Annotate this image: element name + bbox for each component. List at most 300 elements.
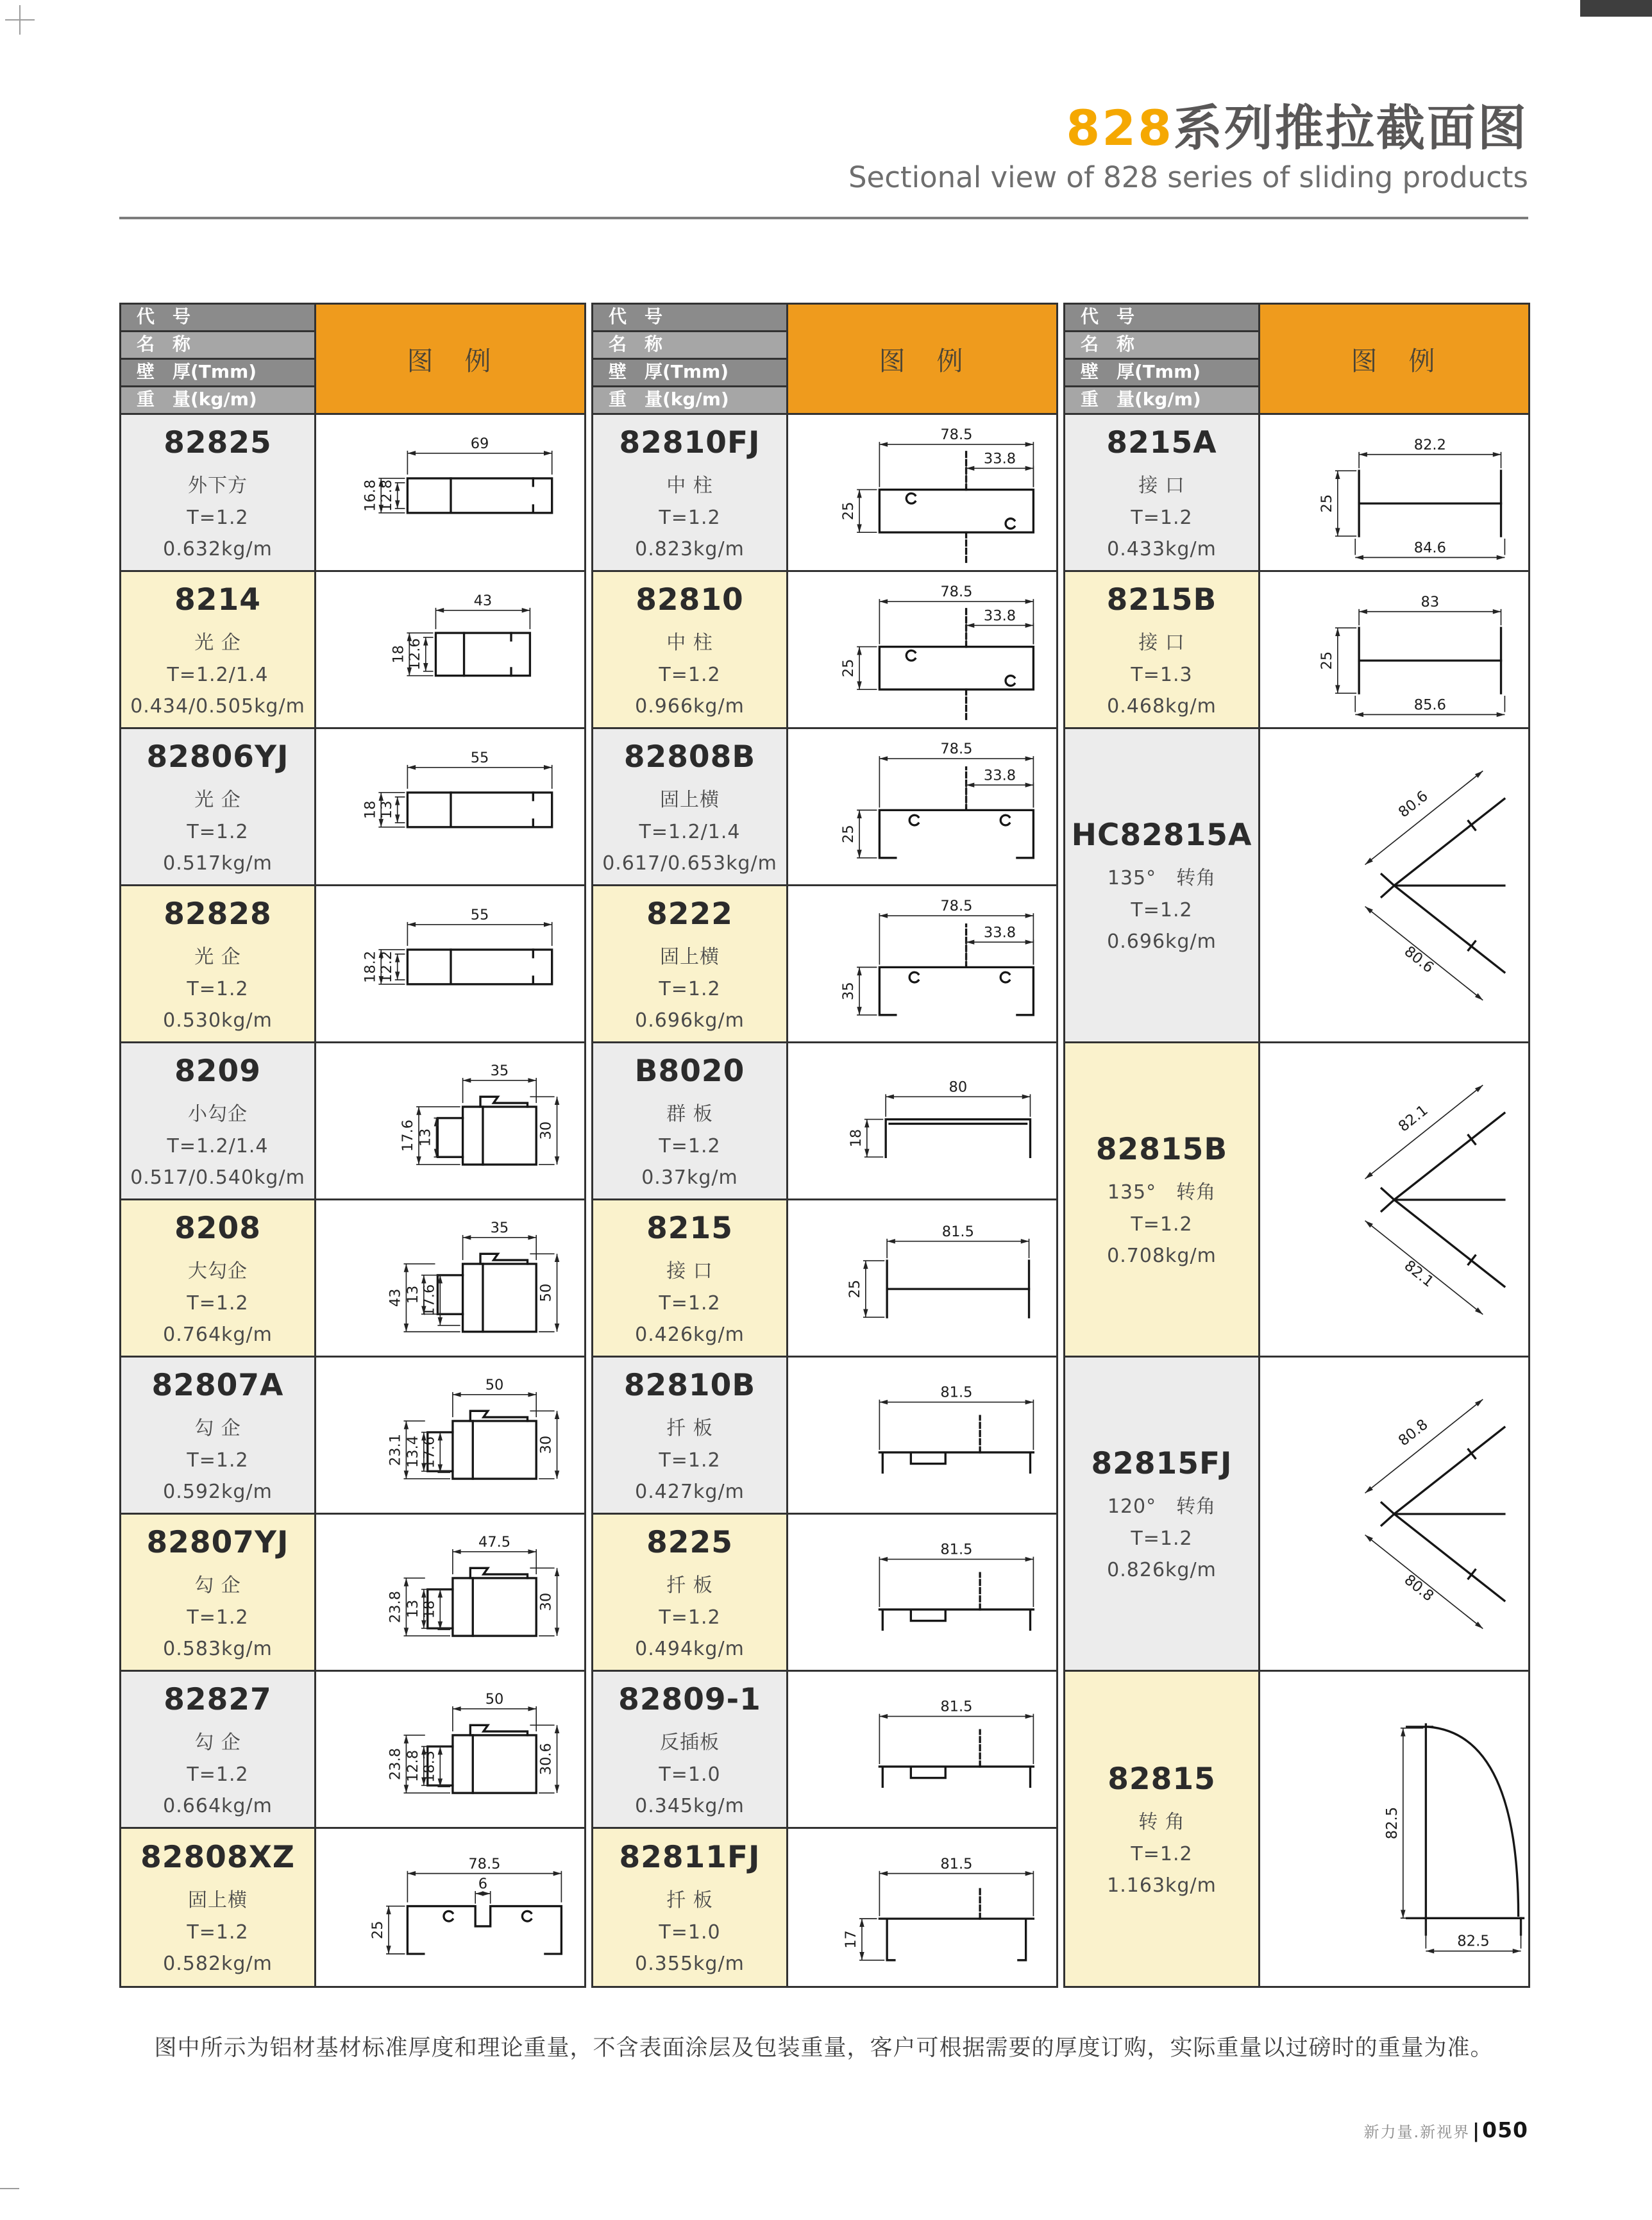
profile-thickness: T=1.2 [187,506,249,529]
dimension-label: 30.6 [537,1743,555,1776]
dimension-label: 43 [473,592,493,609]
profile-weight: 0.826kg/m [1107,1559,1217,1581]
profile-thickness: T=1.2 [659,977,721,1000]
profile-drawing [789,1044,1056,1198]
profile-name: 扦 板 [666,1889,713,1912]
profile-code: 82811FJ [619,1840,761,1875]
profile-weight: 0.617/0.653kg/m [602,852,777,875]
page-title [848,101,1528,155]
profile-name: 光 企 [194,945,241,968]
profile-code: 82806YJ [146,739,289,775]
dimension-label: 18.2 [362,950,379,983]
profile-weight: 0.696kg/m [635,1009,745,1032]
profile-label-cell [121,415,316,572]
profile-code: 8214 [174,582,261,618]
profile-thickness: T=1.2/1.4 [639,820,741,843]
profile-code: 82827 [164,1681,272,1717]
table-header-thickness: 壁 厚(Tmm) [593,360,788,387]
profile-outline [362,435,552,513]
profile-drawing [317,1831,584,1985]
profile-thickness: T=1.2 [187,1449,249,1472]
profile-thickness: T=1.2 [187,1606,249,1629]
table-header-thickness: 壁 厚(Tmm) [121,360,316,387]
dimension-label: 25 [840,659,857,678]
profile-name: 接 口 [666,1259,713,1282]
dimension-label: 23.8 [387,1747,404,1781]
dimension-label: 50 [537,1283,555,1302]
dimension-label: 17.6 [421,1436,438,1469]
profile-label-cell [1065,1672,1260,1986]
dimension-label: 35 [840,982,857,1000]
profile-code: 82825 [164,425,272,460]
profile-name: 勾 企 [194,1731,241,1754]
profile-diagram-cell [316,415,584,572]
dimension-label: 17 [843,1930,860,1949]
profile-diagram-cell [1260,415,1528,572]
profile-weight: 0.708kg/m [1107,1245,1217,1267]
profile-name: 135° 转角 [1107,867,1217,889]
profile-diagram-cell [316,886,584,1043]
profile-outline [1365,1085,1504,1315]
profile-label-cell [1065,1043,1260,1358]
dimension-label: 55 [470,906,489,923]
profile-weight: 0.632kg/m [163,537,273,560]
profile-thickness: T=1.2 [187,1291,249,1315]
crop-mark-bottom-left [0,2188,19,2189]
profile-drawing [789,1201,1056,1355]
dimension-label: 50 [485,1690,504,1708]
profile-code: 82815FJ [1091,1446,1233,1481]
profile-thickness: T=1.0 [659,1921,721,1944]
profile-outline [1384,1724,1524,1953]
dimension-label: 25 [840,501,857,521]
profile-label-cell [121,729,316,886]
profile-code: 8225 [646,1524,733,1560]
footer-brand: 新力量.新视界 [1363,2123,1471,2141]
profile-weight: 1.163kg/m [1107,1874,1217,1897]
profile-diagram-cell [788,886,1056,1043]
dimension-label: 35 [490,1062,509,1079]
dimension-label: 78.5 [940,741,973,758]
profile-diagram-cell [316,1358,584,1515]
profile-thickness: T=1.2 [659,1134,721,1157]
profile-weight: 0.37kg/m [641,1166,738,1189]
profile-weight: 0.468kg/m [1107,694,1217,718]
profile-thickness: T=1.2 [1131,1213,1193,1236]
table-header-code: 代 号 [121,305,316,332]
dimension-label: 18 [362,800,379,820]
profile-thickness: T=1.0 [659,1763,721,1786]
dimension-label: 25 [1319,494,1336,513]
dimension-label: 43 [387,1288,404,1308]
profile-thickness: T=1.2 [1131,1527,1193,1550]
profile-weight: 0.764kg/m [163,1323,273,1346]
dimension-label: 78.5 [940,426,973,444]
profile-drawing [789,573,1056,727]
profile-label-cell [121,1358,316,1515]
profile-drawing [317,1672,584,1826]
profile-outline [879,1542,1033,1630]
profile-drawing [317,573,584,727]
page-subtitle: Sectional view of 828 series of sliding products [848,160,1528,194]
dimension-label: 80.8 [1395,1415,1431,1449]
profile-diagram-cell [316,1672,584,1829]
table-header-code: 代 号 [1065,305,1260,332]
dimension-label: 33.8 [983,450,1016,467]
profile-name: 120° 转角 [1107,1495,1217,1518]
profile-thickness: T=1.2 [1131,899,1193,921]
dimension-label: 78.5 [940,898,973,915]
profile-thickness: T=1.2 [659,506,721,529]
profile-thickness: T=1.2 [659,1291,721,1315]
profile-thickness: T=1.2 [187,1921,249,1944]
dimension-label: 81.5 [940,1698,973,1715]
dimension-label: 81.5 [941,1223,974,1240]
profile-table-2 [591,303,1058,1988]
table-header-code: 代 号 [593,305,788,332]
profile-outline [879,1699,1033,1787]
profile-drawing [789,887,1056,1041]
profile-weight: 0.664kg/m [163,1794,273,1817]
profile-thickness: T=1.2 [659,1449,721,1472]
profile-label-cell [1065,415,1260,572]
dimension-label: 81.5 [940,1541,973,1558]
profile-name: 中 柱 [666,474,713,497]
profile-thickness: T=1.3 [1131,663,1193,686]
profile-name: 接 口 [1138,631,1185,654]
profile-weight: 0.966kg/m [635,694,745,718]
profile-outline [840,426,1033,562]
profile-code: 82808XZ [140,1840,295,1875]
dimension-label: 69 [470,435,489,452]
profile-thickness: T=1.2 [659,663,721,686]
profile-code: 82810FJ [619,425,761,460]
profile-label-cell [593,1358,788,1515]
dimension-label: 25 [847,1279,864,1299]
profile-diagram-cell [788,572,1056,729]
table-header-legend: 图 例 [1260,305,1528,415]
dimension-label: 33.8 [983,607,1016,625]
profile-weight: 0.426kg/m [635,1323,745,1346]
table-header-name: 名 称 [1065,332,1260,360]
profile-diagram-cell [1260,729,1528,1043]
profile-thickness: T=1.2/1.4 [167,1134,269,1157]
profile-label-cell [593,729,788,886]
profile-code: HC82815A [1071,818,1252,853]
profile-name: 勾 企 [194,1574,241,1597]
profile-label-cell [121,886,316,1043]
profile-label-cell [593,415,788,572]
profile-outline [840,584,1033,719]
profile-name: 小勾企 [188,1102,248,1125]
page-title-series-number: 828 [1066,99,1174,156]
profile-label-cell [593,1672,788,1829]
profile-tables [119,303,1530,1988]
profile-drawing [317,416,584,569]
profile-outline [387,1534,560,1636]
profile-drawing [789,730,1056,884]
page-corner-bar [1580,0,1652,17]
dimension-label: 55 [470,749,489,766]
table-header-weight: 重 量(kg/m) [1065,387,1260,415]
profile-outline [1319,437,1504,560]
profile-code: B8020 [634,1053,745,1089]
header-rule [119,217,1528,219]
profile-diagram-cell [316,1200,584,1358]
dimension-label: 13.4 [405,1435,422,1468]
table-header-weight: 重 量(kg/m) [593,387,788,415]
dimension-label: 83 [1420,593,1440,610]
profile-diagram-cell [788,1200,1056,1358]
table-header-thickness: 壁 厚(Tmm) [1065,360,1260,387]
profile-weight: 0.592kg/m [163,1480,273,1503]
profile-weight: 0.530kg/m [163,1009,273,1032]
profile-outline [362,907,552,984]
profile-thickness: T=1.2 [1131,506,1193,529]
profile-code: 8222 [646,896,733,932]
profile-diagram-cell [316,1043,584,1200]
profile-name: 反插板 [660,1731,720,1754]
profile-drawing [1261,1359,1528,1669]
profile-label-cell [593,1200,788,1358]
profile-diagram-cell [788,1672,1056,1829]
dimension-label: 6 [478,1875,488,1892]
dimension-label: 78.5 [468,1855,501,1872]
dimension-label: 12.8 [378,479,395,512]
profile-diagram-cell [788,1358,1056,1515]
profile-outline [362,750,552,827]
profile-table-1 [119,303,586,1988]
footer-divider: | [1472,2120,1480,2142]
profile-name: 固上横 [188,1889,248,1912]
profile-label-cell [121,1200,316,1358]
dimension-label: 23.8 [387,1590,404,1624]
profile-weight: 0.494kg/m [635,1637,745,1660]
profile-drawing [317,1515,584,1669]
profile-thickness: T=1.2 [187,1763,249,1786]
dimension-label: 82.2 [1413,436,1446,453]
profile-diagram-cell [316,1515,584,1672]
profile-drawing [789,416,1056,569]
profile-label-cell [121,1515,316,1672]
profile-name: 转 角 [1138,1810,1185,1833]
profile-code: 8215A [1106,425,1217,460]
dimension-label: 17.6 [400,1119,417,1152]
profile-label-cell [1065,1358,1260,1672]
profile-diagram-cell [788,1515,1056,1672]
profile-diagram-cell [1260,1672,1528,1986]
dimension-label: 82.5 [1457,1933,1490,1950]
page-number: 050 [1482,2117,1528,2142]
dimension-label: 12.2 [378,950,395,983]
profile-outline [387,1691,560,1793]
dimension-label: 50 [485,1376,504,1393]
profile-label-cell [121,572,316,729]
profile-name: 中 柱 [666,631,713,654]
profile-weight: 0.345kg/m [635,1794,745,1817]
profile-outline [1365,771,1504,1000]
profile-label-cell [1065,572,1260,729]
profile-outline [400,1063,559,1165]
dimension-label: 18 [390,645,407,664]
profile-drawing [789,1358,1056,1512]
profile-drawing [1261,730,1528,1041]
dimension-label: 82.1 [1395,1101,1431,1135]
profile-outline [840,898,1033,1015]
profile-code: 82810B [623,1367,756,1403]
profile-outline [387,1220,560,1332]
dimension-label: 33.8 [983,767,1016,784]
profile-outline [840,741,1033,858]
profile-weight: 0.427kg/m [635,1480,745,1503]
profile-table-3 [1063,303,1530,1988]
dimension-label: 85.6 [1413,696,1446,714]
profile-outline [369,1855,561,1953]
dimension-label: 84.6 [1413,539,1446,557]
dimension-label: 13 [417,1128,434,1147]
profile-diagram-cell [1260,1358,1528,1672]
dimension-label: 80.8 [1401,1571,1437,1605]
profile-weight: 0.582kg/m [163,1953,273,1975]
dimension-label: 35 [490,1219,509,1236]
profile-thickness: T=1.2 [187,977,249,1000]
profile-diagram-cell [316,1829,584,1986]
profile-weight: 0.696kg/m [1107,930,1217,953]
profile-diagram-cell [788,1829,1056,1986]
dimension-label: 13 [405,1285,422,1304]
footnote: 图中所示为铝材基材标准厚度和理论重量，不含表面涂层及包装重量，客户可根据需要的厚度订购，实际重量以过磅时的重量为准。 [154,2035,1494,2061]
dimension-label: 80.6 [1401,943,1437,977]
profile-code: 82828 [164,896,272,932]
profile-code: 82807A [151,1367,284,1403]
dimension-label: 25 [840,825,857,843]
dimension-label: 30 [537,1592,555,1611]
profile-name: 扦 板 [666,1417,713,1440]
profile-diagram-cell [788,1043,1056,1200]
profile-name: 光 企 [194,631,241,654]
profile-label-cell [121,1672,316,1829]
profile-outline [879,1384,1033,1473]
dimension-label: 82.5 [1383,1806,1401,1840]
page-footer [1364,2117,1529,2142]
dimension-label: 30 [537,1435,555,1454]
profile-code: 82815B [1095,1132,1228,1167]
dimension-label: 30 [537,1121,555,1140]
profile-drawing [1261,1045,1528,1355]
profile-label-cell [593,1515,788,1672]
profile-drawing [789,1515,1056,1669]
profile-label-cell [593,572,788,729]
dimension-label: 12.8 [405,1749,422,1783]
dimension-label: 25 [1319,651,1336,670]
profile-drawing [789,1672,1056,1826]
profile-label-cell [1065,729,1260,1043]
profile-outline [843,1855,1033,1960]
dimension-label: 47.5 [478,1533,511,1551]
profile-outline [847,1224,1029,1317]
table-header-name: 名 称 [593,332,788,360]
profile-code: 8209 [174,1053,261,1089]
dimension-label: 18 [421,1600,438,1619]
table-header-legend: 图 例 [316,305,584,415]
profile-outline [848,1079,1030,1157]
dimension-label: 18 [848,1129,864,1148]
dimension-label: 81.5 [940,1855,973,1872]
profile-code: 8208 [174,1210,261,1246]
profile-thickness: T=1.2 [187,820,249,843]
dimension-label: 23.1 [387,1433,404,1467]
profile-drawing [1261,416,1528,569]
crop-mark-top-left-v [19,5,21,35]
profile-weight: 0.583kg/m [163,1637,273,1660]
profile-drawing [1261,573,1528,727]
dimension-label: 33.8 [983,924,1016,941]
profile-diagram-cell [316,729,584,886]
profile-outline [1365,1399,1504,1629]
dimension-label: 80.6 [1395,787,1431,821]
profile-diagram-cell [1260,1043,1528,1358]
profile-code: 82815 [1108,1761,1216,1797]
dimension-label: 18.3 [421,1750,438,1783]
profile-name: 群 板 [666,1102,713,1125]
profile-thickness: T=1.2 [1131,1842,1193,1865]
profile-name: 扦 板 [666,1574,713,1597]
profile-label-cell [121,1043,316,1200]
dimension-label: 13 [405,1599,422,1619]
table-header-legend: 图 例 [788,305,1056,415]
profile-drawing [317,1044,584,1198]
table-header-weight: 重 量(kg/m) [121,387,316,415]
profile-name: 固上横 [660,945,720,968]
dimension-label: 81.5 [940,1384,973,1401]
profile-label-cell [593,886,788,1043]
profile-name: 135° 转角 [1107,1181,1217,1204]
profile-drawing [317,1201,584,1355]
profile-weight: 0.517kg/m [163,852,273,875]
profile-code: 82809-1 [618,1681,761,1717]
profile-thickness: T=1.2 [659,1606,721,1629]
profile-name: 外下方 [188,474,248,497]
profile-name: 接 口 [1138,474,1185,497]
profile-thickness: T=1.2/1.4 [167,663,269,686]
dimension-label: 17.6 [421,1284,438,1316]
profile-code: 8215B [1106,582,1217,618]
profile-label-cell [121,1829,316,1986]
profile-name: 固上横 [660,788,720,811]
page-title-text: 系列推拉截面图 [1174,99,1528,156]
profile-name: 光 企 [194,788,241,811]
dimension-label: 82.1 [1401,1257,1437,1291]
profile-weight: 0.517/0.540kg/m [130,1166,305,1189]
profile-drawing [317,730,584,884]
profile-outline [387,1377,560,1479]
dimension-label: 13 [378,800,395,820]
dimension-label: 12.6 [407,638,423,671]
profile-weight: 0.434/0.505kg/m [130,694,305,718]
profile-code: 82810 [636,582,744,618]
profile-drawing [1261,1674,1528,1984]
profile-label-cell [593,1829,788,1986]
profile-label-cell [593,1043,788,1200]
profile-weight: 0.355kg/m [635,1953,745,1975]
profile-outline [1319,594,1504,717]
profile-drawing [317,887,584,1041]
dimension-label: 25 [369,1920,387,1939]
table-header-name: 名 称 [121,332,316,360]
profile-code: 8215 [646,1210,733,1246]
profile-diagram-cell [1260,572,1528,729]
profile-code: 82808B [623,739,756,775]
